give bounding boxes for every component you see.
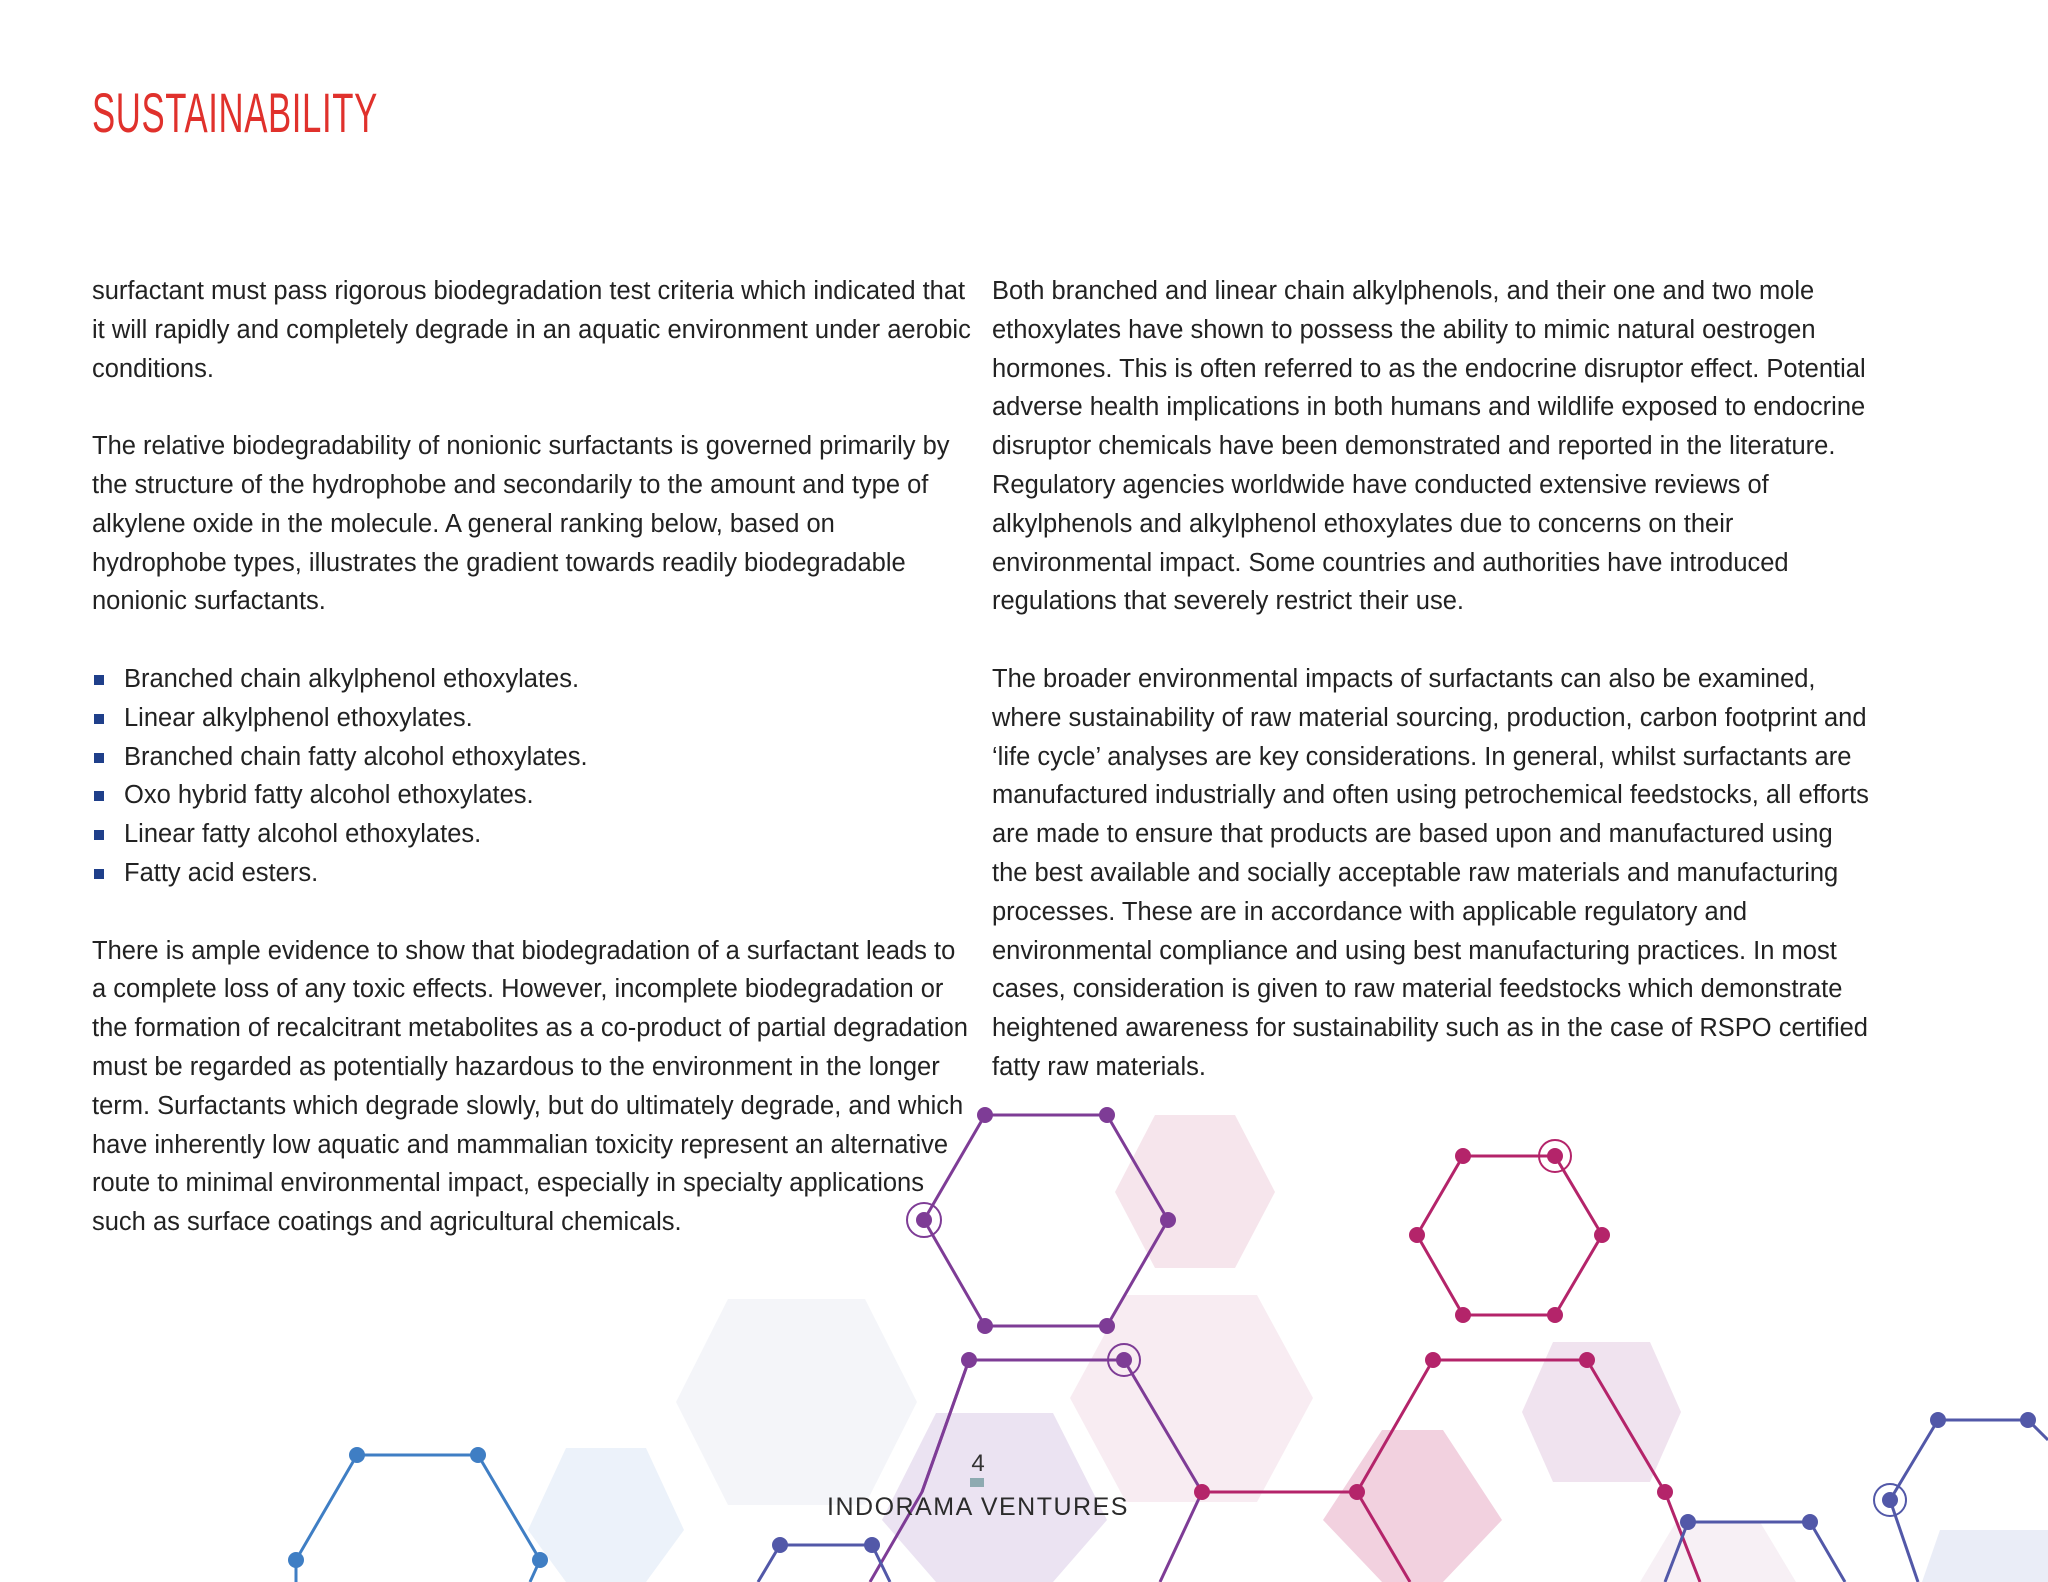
right-paragraph-2: The broader environmental impacts of surfactants can also be examined, where sustainability of raw material sourcing, production, carbon footprint and ‘life cycle’ analyses are key considerations. In general, whilst surfactants are manufactured industrially and often using petrochemical feedstocks, all efforts are made to ensure that products are based upon and manufactured using the best available and socially acceptable raw materials and manufacturing processes. These are in accordance with applicable regulatory and environmental compliance and using best manufacturing practices. In most cases, consideration is given to raw material feedstocks which demonstrate heightened awareness for sustainability such as in the case of RSPO certified fatty raw materials. bbox=[992, 664, 1869, 1081]
footer-brand: INDORAMA VENTURES bbox=[827, 1493, 1129, 1521]
square-bullet-icon bbox=[94, 791, 104, 801]
list-item: Linear fatty alcohol ethoxylates. bbox=[92, 815, 972, 854]
page-heading: SUSTAINABILITY bbox=[92, 81, 378, 144]
footer-marker bbox=[970, 1478, 984, 1487]
right-paragraph-1: Both branched and linear chain alkylphenols, and their one and two mole ethoxylates have shown to possess the ability to mimic natural oestrogen hormones. This is often referred to as the endocrine disruptor effect. Potential adverse health implications in both humans and wildlife exposed to endocrine disruptor chemicals have been demonstrated and reported in the literature. Regulatory agencies worldwide have conducted extensive reviews of alkylphenols and alkylphenol ethoxylates due to concerns on their environmental impact. Some countries and authorities have introduced regulations that severely restrict their use. bbox=[992, 277, 1866, 616]
list-item: Oxo hybrid fatty alcohol ethoxylates. bbox=[92, 776, 972, 815]
square-bullet-icon bbox=[94, 869, 104, 879]
hydrophobe-ranking-list bbox=[92, 660, 972, 893]
square-bullet-icon bbox=[94, 714, 104, 724]
page-number: 4 bbox=[971, 1450, 985, 1477]
molecule-magenta-right bbox=[1417, 1156, 1602, 1315]
list-item: Linear alkylphenol ethoxylates. bbox=[92, 699, 972, 738]
right-column bbox=[992, 272, 1872, 1087]
left-paragraph-1: surfactant must pass rigorous biodegradation test criteria which indicated that it will rapidly and completely degrade in an aquatic environment under aerobic conditions. bbox=[92, 277, 971, 383]
square-bullet-icon bbox=[94, 830, 104, 840]
list-item: Fatty acid esters. bbox=[92, 854, 972, 893]
square-bullet-icon bbox=[94, 675, 104, 685]
list-item: Branched chain alkylphenol ethoxylates. bbox=[92, 660, 972, 699]
left-paragraph-2: The relative biodegradability of nonionic surfactants is governed primarily by the structure of the hydrophobe and secondarily to the amount and type of alkylene oxide in the molecule. A general ranking below, based on hydrophobe types, illustrates the gradient towards readily biodegradable nonionic surfactants. bbox=[92, 432, 950, 616]
list-item: Branched chain fatty alcohol ethoxylates. bbox=[92, 738, 972, 777]
square-bullet-icon bbox=[94, 753, 104, 763]
left-paragraph-3: There is ample evidence to show that biodegradation of a surfactant leads to a complete loss of any toxic effects. However, incomplete biodegradation or the formation of recalcitrant metabolites as a co-product of partial degradation must be regarded as potentially hazardous to the environment in the longer term. Surfactants which degrade slowly, but do ultimately degrade, and which have inherently low aquatic and mammalian toxicity represent an alternative route to minimal environmental impact, especially in specialty applications such as surface coatings and agricultural chemicals. bbox=[92, 936, 968, 1237]
left-column bbox=[92, 272, 972, 1242]
